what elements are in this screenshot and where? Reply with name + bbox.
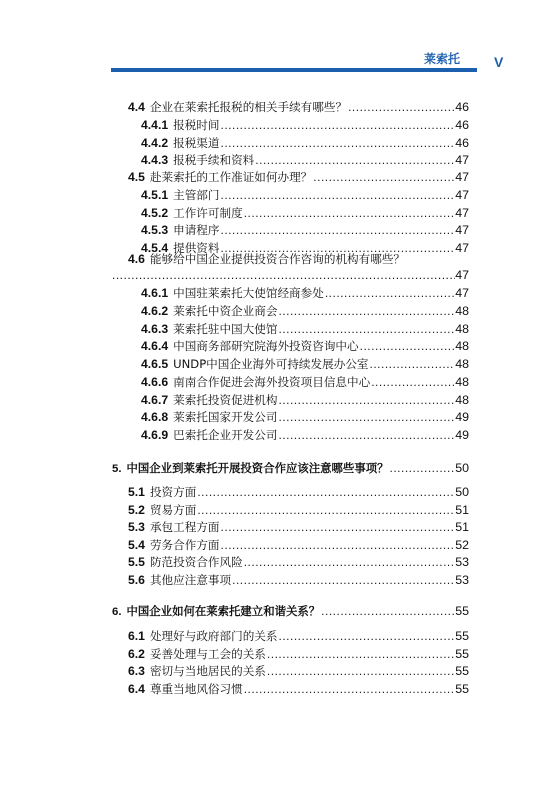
- toc-entry-4-6-1[interactable]: 4.6.1 中国驻莱索托大使馆经商参处 ..... 47: [141, 285, 469, 301]
- toc-entry-4-6-8[interactable]: 4.6.8 莱索托国家开发公司 ..... 49: [141, 409, 469, 425]
- toc-entry-5-3[interactable]: 5.3 承包工程方面 ..... 51: [128, 519, 469, 535]
- toc-entry-4-6-6[interactable]: 4.6.6 南南合作促进会海外投资项目信息中心 ..... 48: [141, 374, 469, 390]
- toc-chapter-6[interactable]: 6. 中国企业如何在莱索托建立和谐关系？ ..... 55: [112, 603, 469, 620]
- toc-chapter-5[interactable]: 5. 中国企业到莱索托开展投资合作应该注意哪些事项？ ..... 50: [112, 460, 469, 477]
- toc-entry-4-6-7[interactable]: 4.6.7 莱索托投资促进机构 ..... 48: [141, 392, 469, 408]
- toc-entry-4-4[interactable]: 4.4 企业在莱索托报税的相关手续有哪些？ ..... 46: [128, 99, 469, 115]
- toc-entry-4-5-1[interactable]: 4.5.1 主管部门 ..... 47: [141, 187, 469, 203]
- toc-entry-4-6-4[interactable]: 4.6.4 中国商务部研究院海外投资咨询中心 ..... 48: [141, 338, 469, 354]
- toc-entry-6-3[interactable]: 6.3 密切与当地居民的关系 ..... 55: [128, 663, 469, 679]
- toc-entry-4-6-3[interactable]: 4.6.3 莱索托驻中国大使馆 ..... 48: [141, 321, 469, 337]
- toc-entry-5-4[interactable]: 5.4 劳务合作方面 ..... 52: [128, 537, 469, 553]
- toc-entry-5-1[interactable]: 5.1 投资方面 ..... 50: [128, 484, 469, 500]
- toc-entry-6-4[interactable]: 6.4 尊重当地风俗习惯 ..... 55: [128, 681, 469, 697]
- toc-entry-5-5[interactable]: 5.5 防范投资合作风险 ..... 53: [128, 554, 469, 570]
- toc-entry-4-4-2[interactable]: 4.4.2 报税渠道 ..... 46: [141, 135, 469, 151]
- toc-entry-4-6-9[interactable]: 4.6.9 巴索托企业开发公司 ..... 49: [141, 427, 469, 443]
- toc-entry-6-1[interactable]: 6.1 处理好与政府部门的关系 ..... 55: [128, 628, 469, 644]
- toc-entry-4-6-5[interactable]: 4.6.5 UNDP中国企业海外可持续发展办公室 ..... 48: [141, 356, 469, 372]
- toc-entry-4-6-2[interactable]: 4.6.2 莱索托中资企业商会 ..... 48: [141, 303, 469, 319]
- running-header-title: 莱索托: [424, 52, 461, 66]
- toc-entry-5-6[interactable]: 5.6 其他应注意事项 ..... 53: [128, 572, 469, 588]
- toc-entry-4-5-4[interactable]: 4.5.4 提供资料 ..... 47: [141, 240, 469, 256]
- toc-entry-4-6-leader-line: ..... 47: [112, 267, 469, 283]
- header-rule: [111, 68, 477, 72]
- page-number: V: [494, 54, 504, 70]
- toc-entry-4-6[interactable]: 4.6 能够给中国企业提供投资合作咨询的机构有哪些？: [128, 252, 406, 266]
- toc-entry-4-5-2[interactable]: 4.5.2 工作许可制度 ..... 47: [141, 205, 469, 221]
- toc-entry-6-2[interactable]: 6.2 妥善处理与工会的关系 ..... 55: [128, 646, 469, 662]
- toc-entry-4-5-3[interactable]: 4.5.3 申请程序 ..... 47: [141, 222, 469, 238]
- toc-entry-4-4-3[interactable]: 4.4.3 报税手续和资料 ..... 47: [141, 152, 469, 168]
- toc-entry-5-2[interactable]: 5.2 贸易方面 ..... 51: [128, 502, 469, 518]
- toc-entry-4-5[interactable]: 4.5 赴莱索托的工作准证如何办理？ ..... 47: [128, 169, 469, 185]
- toc-entry-4-4-1[interactable]: 4.4.1 报税时间 ..... 46: [141, 117, 469, 133]
